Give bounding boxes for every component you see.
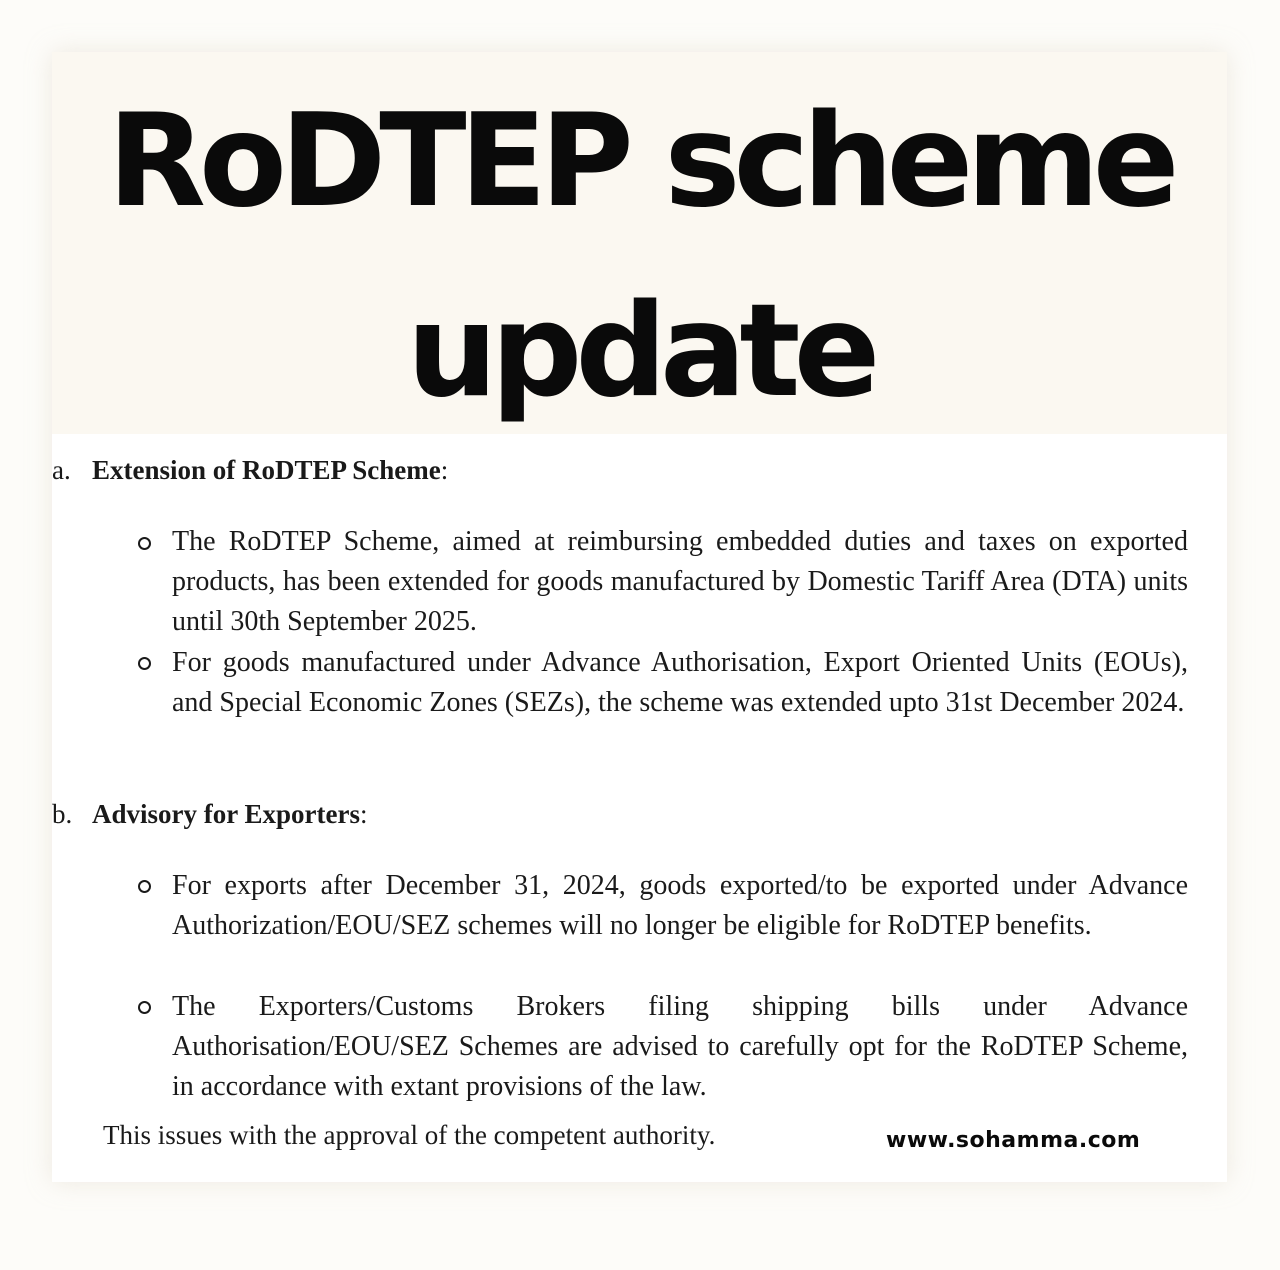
closing-statement: This issues with the approval of the competent authority.	[103, 1120, 716, 1150]
section-a-bullet-2: For goods manufactured under Advance Authorisation, Export Oriented Units (EOUs), and Special Economic Zones (SEZs), the scheme was extended upto 31st December 2024.	[172, 647, 1188, 718]
section-b-colon: :	[359, 799, 368, 829]
bullet-circle-icon	[138, 1001, 151, 1014]
section-a-colon: :	[440, 455, 449, 485]
section-a-title: Extension of RoDTEP Scheme	[92, 455, 441, 485]
bullet-circle-icon	[138, 657, 151, 670]
headline-line-1: RoDTEP scheme	[107, 87, 1173, 236]
website-watermark: www.sohamma.com	[886, 1128, 1141, 1153]
headline-line-2: update	[406, 277, 874, 426]
bullet-circle-icon	[138, 537, 151, 550]
section-b-bullet-1: For exports after December 31, 2024, goods exported/to be exported under Advance Authorization/EOU/SEZ schemes will no longer be eligible for RoDTEP benefits.	[172, 870, 1188, 941]
section-a-letter: a.	[52, 455, 71, 485]
bullet-circle-icon	[138, 880, 151, 893]
section-b-heading	[52, 799, 368, 830]
section-b-bullet-2: The Exporters/Customs Brokers filing shipping bills under Advance Authorisation/EOU/SEZ Schemes are advised to carefully opt for the RoDTEP Scheme, in accordance with extant provisions of the law.	[172, 991, 1188, 1102]
section-b-title: Advisory for Exporters	[92, 799, 360, 829]
section-a-heading	[52, 455, 448, 486]
section-b-letter: b.	[52, 799, 73, 829]
section-a-bullet-1: The RoDTEP Scheme, aimed at reimbursing embedded duties and taxes on exported products, has been extended for goods manufactured by Domestic Tariff Area (DTA) units until 30th September 2025.	[172, 526, 1188, 637]
